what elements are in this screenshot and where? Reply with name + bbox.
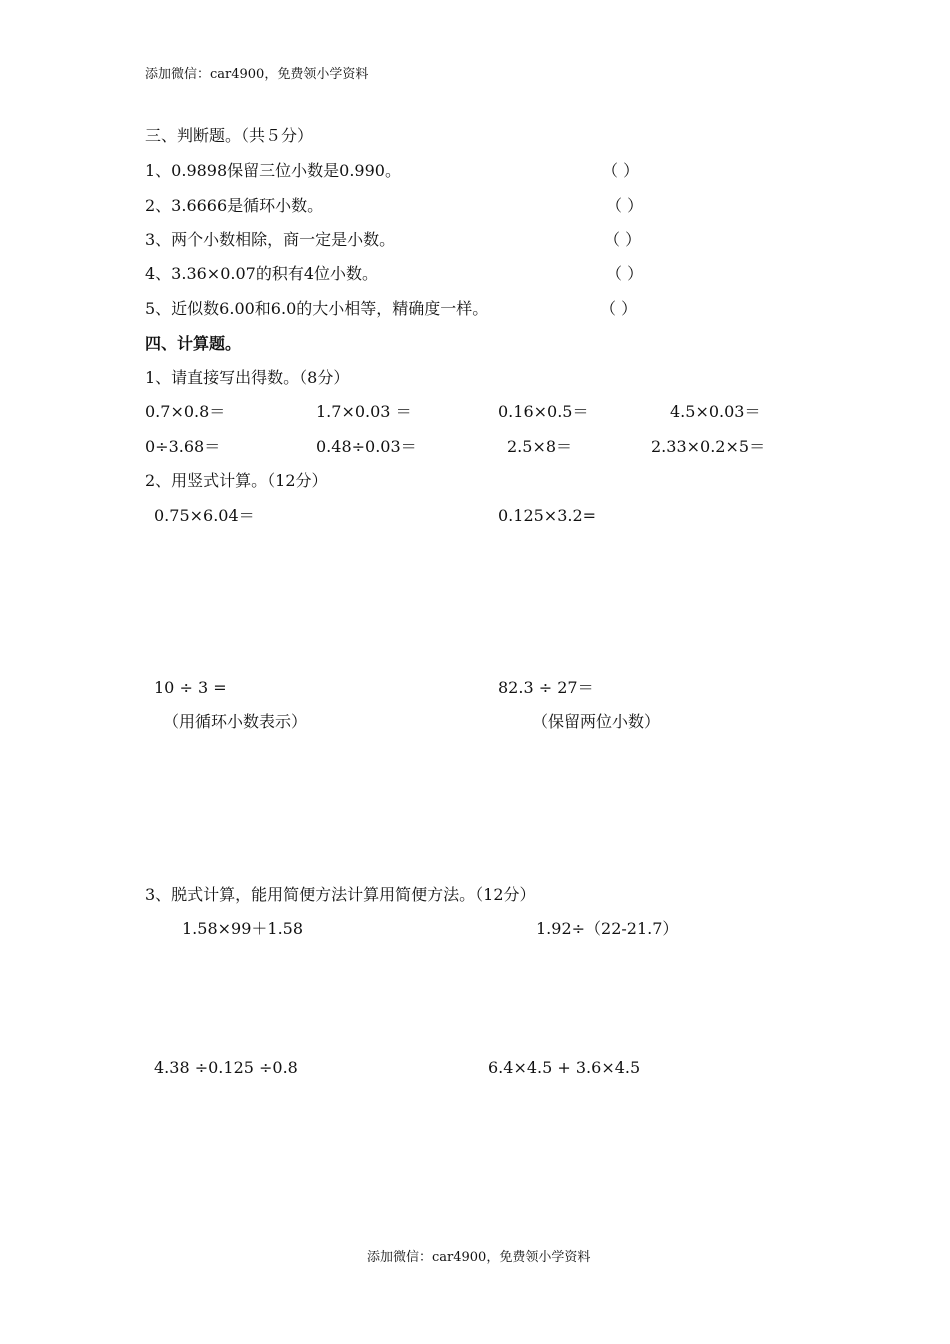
page-header: 添加微信：car4900，免费领小学资料 bbox=[145, 67, 369, 82]
judge-blank-2: （ ） bbox=[606, 196, 644, 215]
section-4-title: 四、计算题。 bbox=[145, 334, 242, 353]
oral-calc-6: 0.48÷0.03＝ bbox=[316, 437, 417, 456]
part-1-title: 1、请直接写出得数。（8分） bbox=[145, 368, 350, 387]
judge-blank-4: （ ） bbox=[606, 264, 644, 283]
judge-item-2: 2、3.6666是循环小数。 bbox=[145, 196, 324, 215]
step-calc-2: 1.92÷（22-21.7） bbox=[536, 919, 679, 938]
judge-item-4: 4、3.36×0.07的积有4位小数。 bbox=[145, 264, 379, 283]
oral-calc-4: 4.5×0.03＝ bbox=[670, 402, 761, 421]
oral-calc-2: 1.7×0.03 ＝ bbox=[316, 402, 412, 421]
judge-blank-1: （ ） bbox=[602, 161, 640, 180]
judge-item-3: 3、两个小数相除，商一定是小数。 bbox=[145, 230, 396, 249]
judge-item-1: 1、0.9898保留三位小数是0.990。 bbox=[145, 161, 401, 180]
judge-item-5: 5、近似数6.00和6.0的大小相等，精确度一样。 bbox=[145, 299, 489, 318]
oral-calc-8: 2.33×0.2×5＝ bbox=[651, 437, 766, 456]
step-calc-4: 6.4×4.5 + 3.6×4.5 bbox=[488, 1058, 641, 1077]
judge-blank-3: （ ） bbox=[604, 230, 642, 249]
part-3-title: 3、脱式计算，能用简便方法计算用简便方法。（12分） bbox=[145, 885, 536, 904]
oral-calc-1: 0.7×0.8＝ bbox=[145, 402, 226, 421]
oral-calc-3: 0.16×0.5＝ bbox=[498, 402, 589, 421]
step-calc-3: 4.38 ÷0.125 ÷0.8 bbox=[154, 1058, 298, 1077]
oral-calc-5: 0÷3.68＝ bbox=[145, 437, 221, 456]
section-3-title: 三、判断题。（共５分） bbox=[145, 126, 314, 145]
vertical-calc-1: 0.75×6.04＝ bbox=[154, 506, 255, 525]
oral-calc-7: 2.5×8＝ bbox=[507, 437, 573, 456]
page-footer: 添加微信：car4900，免费领小学资料 bbox=[367, 1250, 591, 1265]
vertical-calc-3: 10 ÷ 3 = bbox=[154, 678, 227, 697]
vertical-calc-4: 82.3 ÷ 27＝ bbox=[498, 678, 594, 697]
vertical-calc-4-note: （保留两位小数） bbox=[532, 712, 661, 731]
vertical-calc-2: 0.125×3.2= bbox=[498, 506, 597, 525]
step-calc-1: 1.58×99＋1.58 bbox=[182, 919, 304, 938]
vertical-calc-3-note: （用循环小数表示） bbox=[163, 712, 308, 731]
part-2-title: 2、用竖式计算。（12分） bbox=[145, 471, 328, 490]
judge-blank-5: （ ） bbox=[600, 299, 638, 318]
